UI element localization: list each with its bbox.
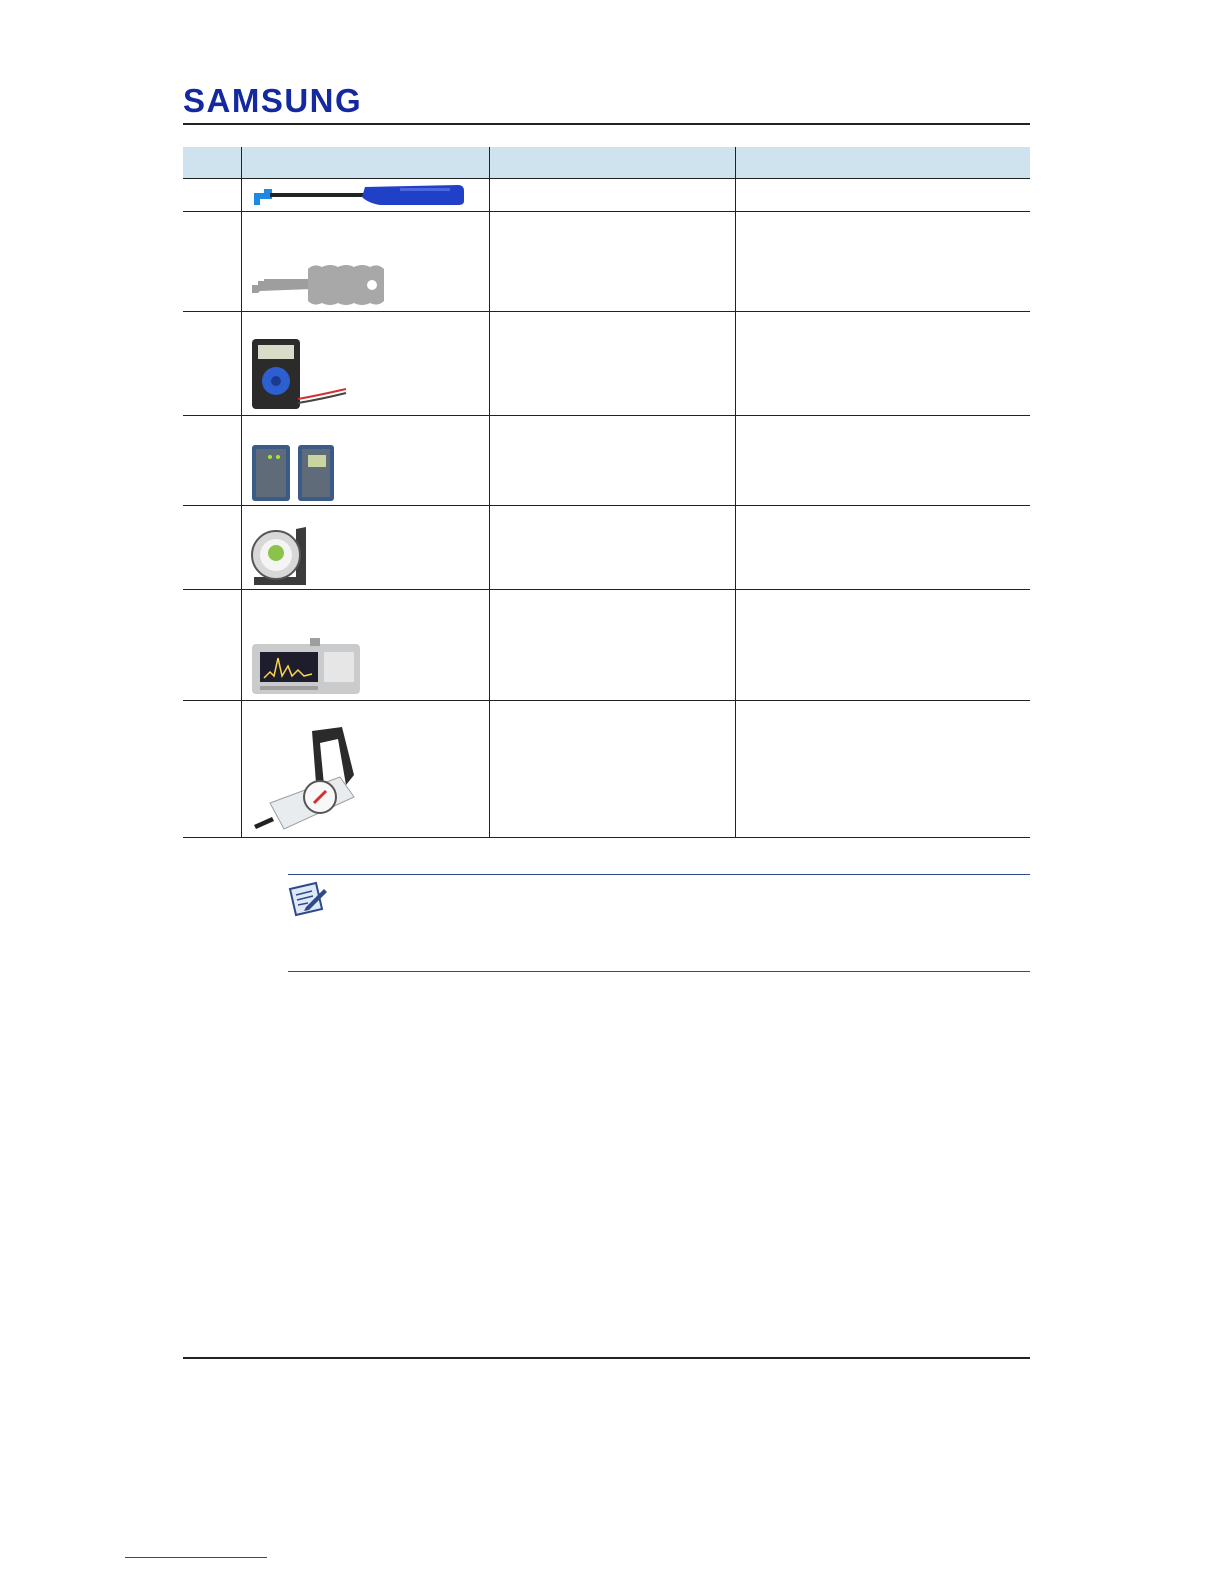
row-name-cell xyxy=(489,506,735,590)
row-number-cell xyxy=(183,179,241,212)
optical-power-meters-icon xyxy=(250,443,340,503)
compass-icon xyxy=(250,725,362,835)
row-image-cell xyxy=(241,179,489,212)
row-image-cell xyxy=(241,312,489,416)
row-image-cell xyxy=(241,212,489,312)
punch-down-tool-icon xyxy=(250,263,400,309)
note-pencil-icon xyxy=(288,881,328,922)
table-row xyxy=(183,506,1030,590)
row-number-cell xyxy=(183,212,241,312)
inclinometer-icon xyxy=(250,525,310,587)
row-number-cell xyxy=(183,590,241,701)
note-box xyxy=(288,874,1030,972)
row-number-cell xyxy=(183,416,241,506)
row-name-cell xyxy=(489,312,735,416)
row-description-cell xyxy=(735,416,1030,506)
row-image-cell xyxy=(241,701,489,838)
row-name-cell xyxy=(489,590,735,701)
samsung-logo-text: SAMSUNG xyxy=(183,84,361,116)
row-name-cell xyxy=(489,212,735,312)
row-description-cell xyxy=(735,701,1030,838)
row-number-cell xyxy=(183,312,241,416)
tools-table xyxy=(183,147,1030,838)
footer-rule xyxy=(183,1357,1030,1359)
row-image-cell xyxy=(241,506,489,590)
table-row xyxy=(183,416,1030,506)
table-row xyxy=(183,212,1030,312)
footnote-rule xyxy=(125,1557,267,1558)
row-number-cell xyxy=(183,701,241,838)
row-description-cell xyxy=(735,312,1030,416)
multimeter-icon xyxy=(250,337,350,413)
row-name-cell xyxy=(489,416,735,506)
row-number-cell xyxy=(183,506,241,590)
row-name-cell xyxy=(489,701,735,838)
header-rule xyxy=(183,123,1030,125)
row-description-cell xyxy=(735,590,1030,701)
header-cell-description xyxy=(735,147,1030,179)
table-row xyxy=(183,179,1030,212)
spectrum-analyzer-icon xyxy=(250,636,364,698)
header-cell-number xyxy=(183,147,241,179)
table-row xyxy=(183,590,1030,701)
row-description-cell xyxy=(735,179,1030,212)
row-name-cell xyxy=(489,179,735,212)
table-row xyxy=(183,701,1030,838)
row-description-cell xyxy=(735,506,1030,590)
table-header-row xyxy=(183,147,1030,179)
header-cell-name xyxy=(489,147,735,179)
header-cell-image xyxy=(241,147,489,179)
samsung-logo xyxy=(183,84,361,121)
row-image-cell xyxy=(241,590,489,701)
row-image-cell xyxy=(241,416,489,506)
fiber-cleaner-pen-icon xyxy=(250,181,470,209)
table-row xyxy=(183,312,1030,416)
row-description-cell xyxy=(735,212,1030,312)
